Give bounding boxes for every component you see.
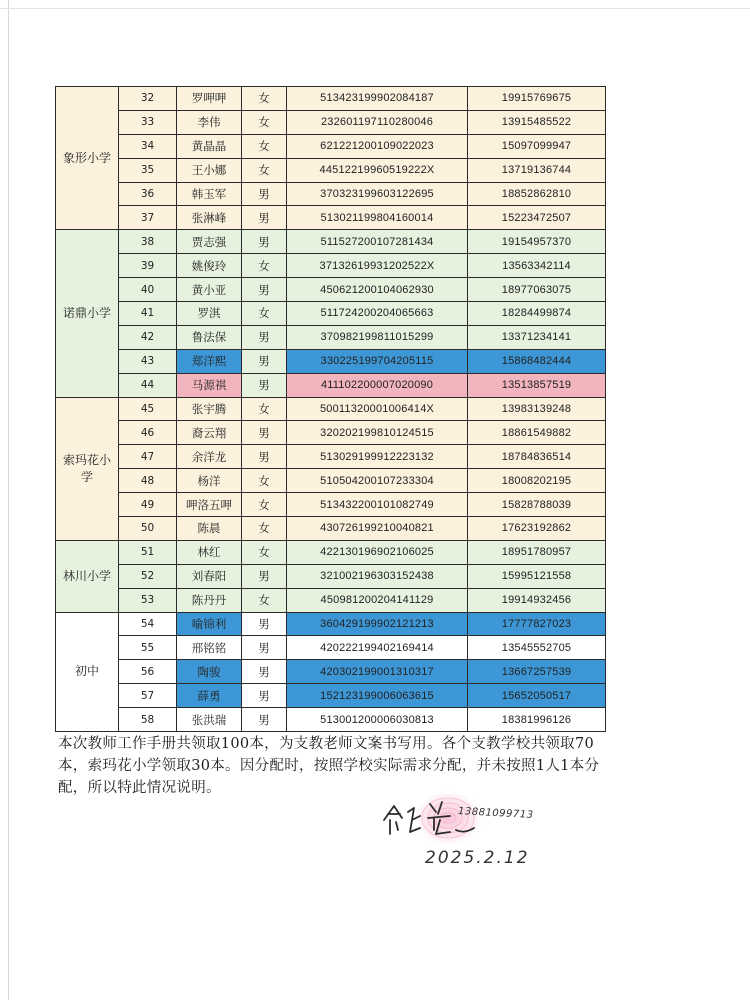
row-number-cell: 51 [119, 540, 177, 564]
gender-cell: 女 [242, 397, 287, 421]
teacher-name-cell: 余洋龙 [177, 445, 242, 469]
table-row [56, 158, 606, 182]
phone-cell: 15995121558 [468, 564, 606, 588]
row-number-cell: 49 [119, 493, 177, 517]
id-number-cell: 152123199006063615 [287, 684, 468, 708]
table-row [56, 588, 606, 612]
gender-cell: 男 [242, 445, 287, 469]
teacher-name-cell: 张宇腾 [177, 397, 242, 421]
row-number-cell: 56 [119, 660, 177, 684]
phone-cell: 13915485522 [468, 110, 606, 134]
id-number-cell: 370323199603122695 [287, 182, 468, 206]
table-row [56, 708, 606, 732]
phone-cell: 19914932456 [468, 588, 606, 612]
row-number-cell: 43 [119, 349, 177, 373]
scan-top-edge [0, 8, 750, 9]
row-number-cell: 46 [119, 421, 177, 445]
teacher-name-cell: 黄小亚 [177, 278, 242, 302]
gender-cell: 男 [242, 349, 287, 373]
gender-cell: 男 [242, 660, 287, 684]
teacher-name-cell: 张洪瑞 [177, 708, 242, 732]
table-row [56, 254, 606, 278]
teacher-name-cell: 黄晶晶 [177, 134, 242, 158]
phone-cell: 15097099947 [468, 134, 606, 158]
phone-cell: 18784836514 [468, 445, 606, 469]
id-number-cell: 511724200204065663 [287, 302, 468, 326]
row-number-cell: 34 [119, 134, 177, 158]
gender-cell: 男 [242, 421, 287, 445]
row-number-cell: 35 [119, 158, 177, 182]
table-row [56, 110, 606, 134]
teacher-name-cell: 李伟 [177, 110, 242, 134]
handwritten-signature [378, 790, 638, 850]
gender-cell: 男 [242, 206, 287, 230]
school-name-cell: 林川小学 [56, 540, 119, 612]
row-number-cell: 39 [119, 254, 177, 278]
table-row [56, 230, 606, 254]
row-number-cell: 48 [119, 469, 177, 493]
phone-cell: 18284499874 [468, 302, 606, 326]
fingerprint-stamp [414, 791, 482, 845]
gender-cell: 女 [242, 158, 287, 182]
phone-cell: 13563342114 [468, 254, 606, 278]
gender-cell: 男 [242, 612, 287, 636]
phone-cell: 15868482444 [468, 349, 606, 373]
id-number-cell: 450621200104062930 [287, 278, 468, 302]
teacher-name-cell: 陈晨 [177, 517, 242, 541]
phone-cell: 18008202195 [468, 469, 606, 493]
table-row [56, 325, 606, 349]
table-row [56, 469, 606, 493]
table-row [56, 373, 606, 397]
id-number-cell: 232601197110280046 [287, 110, 468, 134]
phone-cell: 19915769675 [468, 87, 606, 111]
phone-cell: 18977063075 [468, 278, 606, 302]
teacher-name-cell: 杨洋 [177, 469, 242, 493]
id-number-cell: 330225199704205115 [287, 349, 468, 373]
scan-left-edge [8, 0, 9, 1000]
phone-cell: 13545552705 [468, 636, 606, 660]
table-row [56, 517, 606, 541]
gender-cell: 男 [242, 708, 287, 732]
row-number-cell: 44 [119, 373, 177, 397]
school-name-cell: 象形小学 [56, 87, 119, 230]
teacher-name-cell: 呷洛五呷 [177, 493, 242, 517]
teacher-name-cell: 张淋峰 [177, 206, 242, 230]
id-number-cell: 513021199804160014 [287, 206, 468, 230]
row-number-cell: 32 [119, 87, 177, 111]
phone-cell: 13371234141 [468, 325, 606, 349]
phone-cell: 17777827023 [468, 612, 606, 636]
row-number-cell: 41 [119, 302, 177, 326]
id-number-cell: 50011320001006414X [287, 397, 468, 421]
table-row [56, 182, 606, 206]
id-number-cell: 513029199912223132 [287, 445, 468, 469]
row-number-cell: 45 [119, 397, 177, 421]
phone-cell: 15828788039 [468, 493, 606, 517]
id-number-cell: 321002196303152438 [287, 564, 468, 588]
phone-cell: 18381996126 [468, 708, 606, 732]
phone-cell: 15652050517 [468, 684, 606, 708]
teacher-name-cell: 陈丹丹 [177, 588, 242, 612]
table-row [56, 278, 606, 302]
row-number-cell: 50 [119, 517, 177, 541]
row-number-cell: 58 [119, 708, 177, 732]
table-row [56, 134, 606, 158]
phone-cell: 13719136744 [468, 158, 606, 182]
table-row [56, 87, 606, 111]
id-number-cell: 320202199810124515 [287, 421, 468, 445]
teacher-name-cell: 姚俊玲 [177, 254, 242, 278]
id-number-cell: 513432200101082749 [287, 493, 468, 517]
table-row [56, 660, 606, 684]
table-row [56, 349, 606, 373]
table-row [56, 636, 606, 660]
table-row [56, 206, 606, 230]
row-number-cell: 47 [119, 445, 177, 469]
gender-cell: 女 [242, 302, 287, 326]
id-number-cell: 411102200007020090 [287, 373, 468, 397]
row-number-cell: 37 [119, 206, 177, 230]
table-row [56, 397, 606, 421]
id-number-cell: 370982199811015299 [287, 325, 468, 349]
school-name-cell: 初中 [56, 612, 119, 731]
row-number-cell: 38 [119, 230, 177, 254]
teacher-name-cell: 林红 [177, 540, 242, 564]
phone-cell: 19154957370 [468, 230, 606, 254]
row-number-cell: 57 [119, 684, 177, 708]
id-number-cell: 37132619931202522X [287, 254, 468, 278]
row-number-cell: 36 [119, 182, 177, 206]
id-number-cell: 621221200109022023 [287, 134, 468, 158]
table-row [56, 540, 606, 564]
teacher-name-cell: 薛勇 [177, 684, 242, 708]
signature-phone: 13881099713 [457, 806, 534, 821]
gender-cell: 男 [242, 373, 287, 397]
gender-cell: 女 [242, 588, 287, 612]
gender-cell: 男 [242, 230, 287, 254]
gender-cell: 女 [242, 134, 287, 158]
row-number-cell: 40 [119, 278, 177, 302]
id-number-cell: 513001200006030813 [287, 708, 468, 732]
gender-cell: 女 [242, 493, 287, 517]
teacher-name-cell: 罗淇 [177, 302, 242, 326]
id-number-cell: 513423199902084187 [287, 87, 468, 111]
phone-cell: 18861549882 [468, 421, 606, 445]
id-number-cell: 510504200107233304 [287, 469, 468, 493]
table-row [56, 564, 606, 588]
gender-cell: 女 [242, 110, 287, 134]
table-row [56, 445, 606, 469]
gender-cell: 女 [242, 254, 287, 278]
row-number-cell: 42 [119, 325, 177, 349]
row-number-cell: 33 [119, 110, 177, 134]
teacher-name-cell: 马源祺 [177, 373, 242, 397]
id-number-cell: 44512219960519222X [287, 158, 468, 182]
gender-cell: 男 [242, 564, 287, 588]
phone-cell: 18852862810 [468, 182, 606, 206]
row-number-cell: 55 [119, 636, 177, 660]
table-row [56, 421, 606, 445]
table-row [56, 612, 606, 636]
teacher-name-cell: 王小娜 [177, 158, 242, 182]
id-number-cell: 450981200204141129 [287, 588, 468, 612]
teacher-name-cell: 陶骏 [177, 660, 242, 684]
gender-cell: 女 [242, 540, 287, 564]
phone-cell: 13667257539 [468, 660, 606, 684]
phone-cell: 17623192862 [468, 517, 606, 541]
gender-cell: 男 [242, 636, 287, 660]
teacher-name-cell: 罗呷呷 [177, 87, 242, 111]
id-number-cell: 420302199001310317 [287, 660, 468, 684]
signature-date: 2025.2.12 [425, 848, 530, 868]
roster-body [56, 87, 606, 732]
teacher-name-cell: 刘春阳 [177, 564, 242, 588]
teacher-name-cell: 贾志强 [177, 230, 242, 254]
teacher-name-cell: 邢铭铭 [177, 636, 242, 660]
gender-cell: 女 [242, 469, 287, 493]
table-row [56, 302, 606, 326]
gender-cell: 男 [242, 325, 287, 349]
school-name-cell: 诺鼎小学 [56, 230, 119, 397]
phone-cell: 13513857519 [468, 373, 606, 397]
id-number-cell: 360429199902121213 [287, 612, 468, 636]
id-number-cell: 511527200107281434 [287, 230, 468, 254]
table-row [56, 684, 606, 708]
id-number-cell: 422130196902106025 [287, 540, 468, 564]
row-number-cell: 53 [119, 588, 177, 612]
table-row [56, 493, 606, 517]
teacher-roster-table [55, 86, 606, 732]
id-number-cell: 420222199402169414 [287, 636, 468, 660]
explanation-note: 本次教师工作手册共领取100本，为支教老师文案书写用。各个支教学校共领取70本，索玛花小学领取30本。因分配时，按照学校实际需求分配，并未按照1人1本分配，所以特此情况说明。 [58, 736, 600, 796]
phone-cell: 13983139248 [468, 397, 606, 421]
phone-cell: 18951780957 [468, 540, 606, 564]
row-number-cell: 52 [119, 564, 177, 588]
gender-cell: 女 [242, 517, 287, 541]
row-number-cell: 54 [119, 612, 177, 636]
school-name-cell: 索玛花小学 [56, 397, 119, 540]
teacher-name-cell: 韩玉军 [177, 182, 242, 206]
teacher-name-cell: 鲁法保 [177, 325, 242, 349]
teacher-name-cell: 裔云翔 [177, 421, 242, 445]
teacher-name-cell: 喻锦利 [177, 612, 242, 636]
gender-cell: 男 [242, 278, 287, 302]
teacher-name-cell: 郑洋熙 [177, 349, 242, 373]
phone-cell: 15223472507 [468, 206, 606, 230]
gender-cell: 男 [242, 684, 287, 708]
gender-cell: 男 [242, 182, 287, 206]
gender-cell: 女 [242, 87, 287, 111]
id-number-cell: 430726199210040821 [287, 517, 468, 541]
